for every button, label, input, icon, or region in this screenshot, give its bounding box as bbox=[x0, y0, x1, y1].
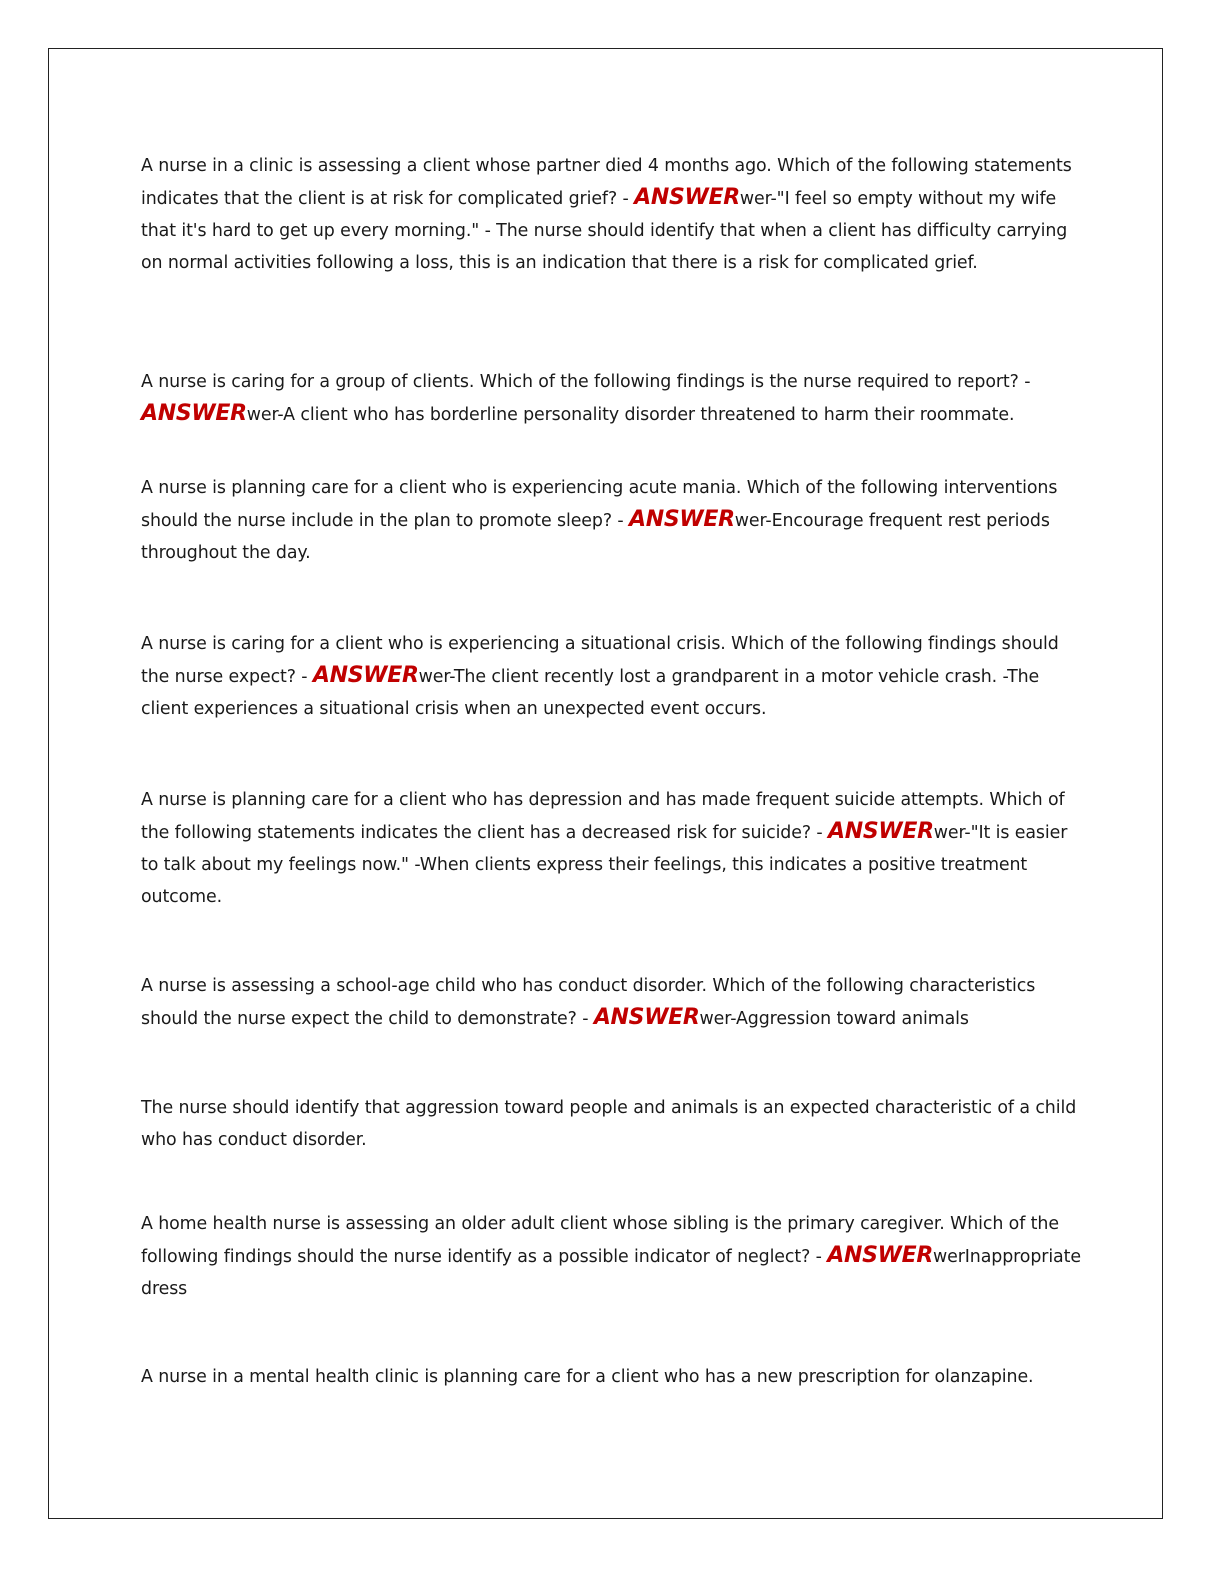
explanation-paragraph: The nurse should identify that aggression toward people and animals is an expected characteristic of a child who has conduct disorder. bbox=[141, 1098, 1077, 1150]
answer-text: werInappropriate dress bbox=[141, 1247, 1081, 1299]
answer-label: ANSWER bbox=[634, 185, 740, 210]
question-text: A nurse is planning care for a client who has depression and has made frequent suicide attempts. Which of the following statements indicates the client has a decreased risk for suicide? - bbox=[141, 790, 1065, 843]
answer-text: wer-The client recently lost a grandparent in a motor vehicle crash. -The client experiences a situational crisis when an unexpected event occurs. bbox=[141, 667, 1040, 719]
question-text: A nurse in a clinic is assessing a client whose partner died 4 months ago. Which of the following statements indicates that the client is at risk for complicated grief? - bbox=[141, 156, 1072, 209]
answer-label: ANSWER bbox=[593, 1005, 700, 1030]
qa-item-4 bbox=[141, 628, 1081, 725]
qa-item-1 bbox=[141, 150, 1081, 279]
qa-item-6 bbox=[141, 970, 1081, 1035]
question-text: A home health nurse is assessing an older adult client whose sibling is the primary caregiver. Which of the following findings should the nurse identify as a possible indicator of neglect? - bbox=[141, 1214, 1059, 1267]
question-text: A nurse is caring for a group of clients. Which of the following findings is the nurse required to report? - bbox=[141, 372, 1031, 392]
qa-item-7 bbox=[141, 1208, 1081, 1305]
qa-item-5 bbox=[141, 784, 1081, 913]
answer-text: wer-Aggression toward animals bbox=[699, 1009, 969, 1029]
answer-label: ANSWER bbox=[629, 507, 735, 532]
answer-label: ANSWER bbox=[312, 663, 419, 688]
question-text: A nurse is planning care for a client who is experiencing acute mania. Which of the following interventions should the nurse include in the plan to promote sleep? - bbox=[141, 478, 1058, 531]
answer-label: ANSWER bbox=[828, 819, 934, 844]
answer-text: wer-"It is easier to talk about my feelings now." -When clients express their feelings, this indicates a positive treatment outcome. bbox=[141, 823, 1068, 907]
qa-item-3 bbox=[141, 472, 1081, 569]
qa-item-2 bbox=[141, 366, 1081, 431]
answer-text: wer-"I feel so empty without my wife that it's hard to get up every morning." - The nurse should identify that when a client has difficulty carrying on normal activities following a loss, this is an indication that there is a risk for complicated grief. bbox=[141, 189, 1068, 273]
answer-text: wer-A client who has borderline personality disorder threatened to harm their roommate. bbox=[246, 405, 1015, 425]
answer-text: wer-Encourage frequent rest periods throughout the day. bbox=[141, 511, 1050, 563]
question-text: A nurse is assessing a school-age child who has conduct disorder. Which of the following characteristics should the nurse expect the child to demonstrate? - bbox=[141, 976, 1036, 1029]
question-paragraph: A nurse in a mental health clinic is planning care for a client who has a new prescription for olanzapine. bbox=[141, 1367, 1034, 1387]
answer-label: ANSWER bbox=[141, 401, 247, 426]
answer-label: ANSWER bbox=[827, 1243, 933, 1268]
question-text: A nurse is caring for a client who is experiencing a situational crisis. Which of the following findings should the nurse expect? - bbox=[141, 634, 1059, 687]
